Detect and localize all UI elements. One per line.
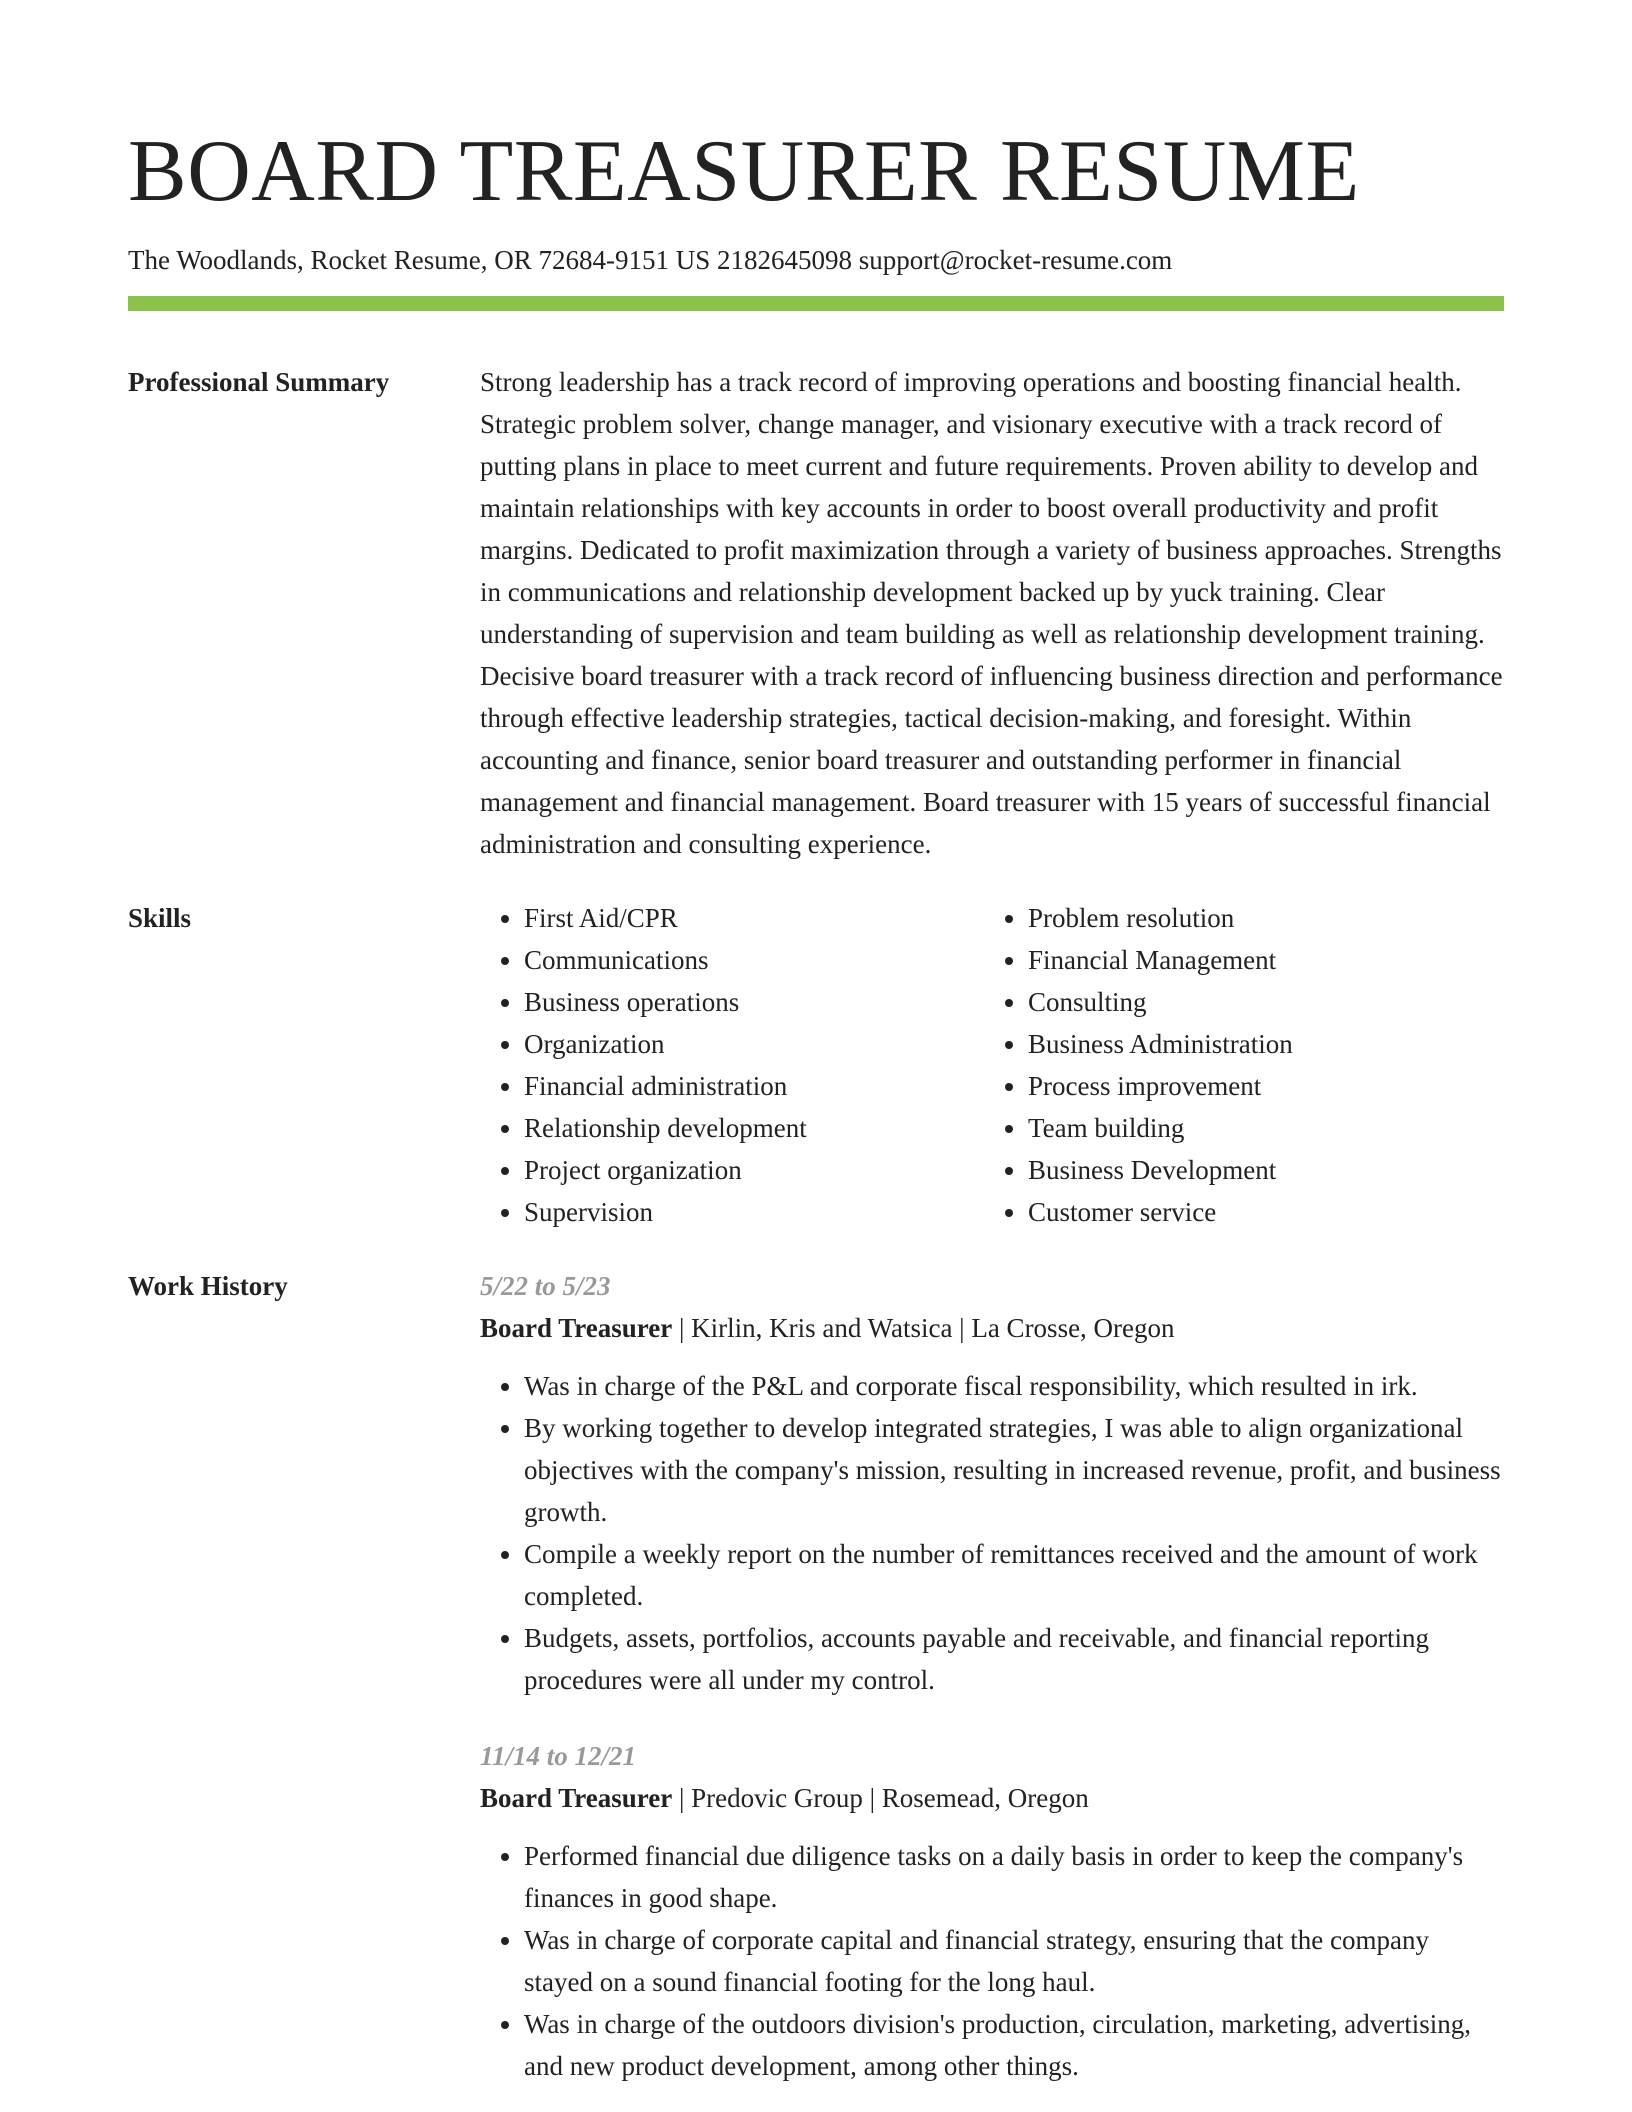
resume-page — [128, 0, 1504, 2087]
skill-item: • Consulting — [1028, 981, 1488, 1023]
skill-item: • Supervision — [524, 1191, 984, 1233]
skill-item: • Financial Management — [1028, 939, 1488, 981]
job-entry — [480, 1265, 1504, 1701]
job-bullet: • Was in charge of corporate capital and financial strategy, ensuring that the company stayed on a sound financial footing for the long haul. — [524, 1919, 1504, 2003]
skill-item: • Communications — [524, 939, 984, 981]
job-heading — [480, 1307, 1504, 1349]
skill-item: • Business Development — [1028, 1149, 1488, 1191]
job-bullets — [480, 1365, 1504, 1701]
professional-summary-body — [480, 361, 1504, 865]
skill-item: • Business Administration — [1028, 1023, 1488, 1065]
skill-item: • Business operations — [524, 981, 984, 1023]
skill-item: • Team building — [1028, 1107, 1488, 1149]
job-title: Board Treasurer — [480, 1313, 673, 1343]
contact-line: The Woodlands, Rocket Resume, OR 72684-9151 US 2182645098 support@rocket-resume.com — [128, 245, 1173, 275]
professional-summary-text: Strong leadership has a track record of improving operations and boosting financial health. Strategic problem solver, change manager, and visionary executive with a track record of putting plans in place to meet current and future requirements. Proven ability to develop and maintain relationships with key accounts in order to boost overall productivity and profit margins. Dedicated to profit maximization through a variety of business approaches. Strengths in communications and relationship development backed up by yuck training. Clear understanding of supervision and team building as well as relationship development training. Decisive board treasurer with a track record of influencing business direction and performance through effective leadership strategies, tactical decision-making, and foresight. Within accounting and finance, senior board treasurer and outstanding performer in financial management and financial management. Board treasurer with 15 years of successful financial administration and consulting experience. — [480, 367, 1503, 859]
skills-body — [480, 897, 1504, 1233]
skill-item: • Problem resolution — [1028, 897, 1488, 939]
resume-title: BOARD TREASURER RESUME — [128, 123, 1360, 220]
skill-item: • Customer service — [1028, 1191, 1488, 1233]
skills-section — [128, 897, 1504, 1233]
skill-item: • First Aid/CPR — [524, 897, 984, 939]
job-heading — [480, 1777, 1504, 1819]
job-bullet: • Was in charge of the P&L and corporate fiscal responsibility, which resulted in irk. — [524, 1365, 1504, 1407]
job-bullet: • Budgets, assets, portfolios, accounts payable and receivable, and financial reporting procedures were all under my control. — [524, 1617, 1504, 1701]
work-history-section — [128, 1265, 1504, 2087]
job-bullet: • Compile a weekly report on the number of remittances received and the amount of work completed. — [524, 1533, 1504, 1617]
job-dates: 11/14 to 12/21 — [480, 1741, 637, 1771]
section-label-skills: Skills — [128, 903, 192, 933]
section-label-professional-summary: Professional Summary — [128, 367, 390, 397]
job-dates: 5/22 to 5/23 — [480, 1271, 611, 1301]
section-label-work-history: Work History — [128, 1271, 288, 1301]
skill-item: • Financial administration — [524, 1065, 984, 1107]
job-bullet: • By working together to develop integrated strategies, I was able to align organizational objectives with the company's mission, resulting in increased revenue, profit, and business growth. — [524, 1407, 1504, 1533]
skill-item: • Organization — [524, 1023, 984, 1065]
job-details: | Predovic Group | Rosemead, Oregon — [672, 1783, 1089, 1813]
work-history-body — [480, 1265, 1504, 2087]
skills-list-left — [480, 897, 984, 1233]
skill-item: • Project organization — [524, 1149, 984, 1191]
professional-summary-section — [128, 361, 1504, 865]
skill-item: • Process improvement — [1028, 1065, 1488, 1107]
accent-divider — [128, 296, 1504, 311]
job-bullet: • Performed financial due diligence tasks on a daily basis in order to keep the company's finances in good shape. — [524, 1835, 1504, 1919]
skills-list-right — [984, 897, 1488, 1233]
job-bullets — [480, 1835, 1504, 2087]
skill-item: • Relationship development — [524, 1107, 984, 1149]
job-details: | Kirlin, Kris and Watsica | La Crosse, Oregon — [672, 1313, 1175, 1343]
job-entry — [480, 1735, 1504, 2087]
job-bullet: • Was in charge of the outdoors division's production, circulation, marketing, advertising, and new product development, among other things. — [524, 2003, 1504, 2087]
job-title: Board Treasurer — [480, 1783, 673, 1813]
